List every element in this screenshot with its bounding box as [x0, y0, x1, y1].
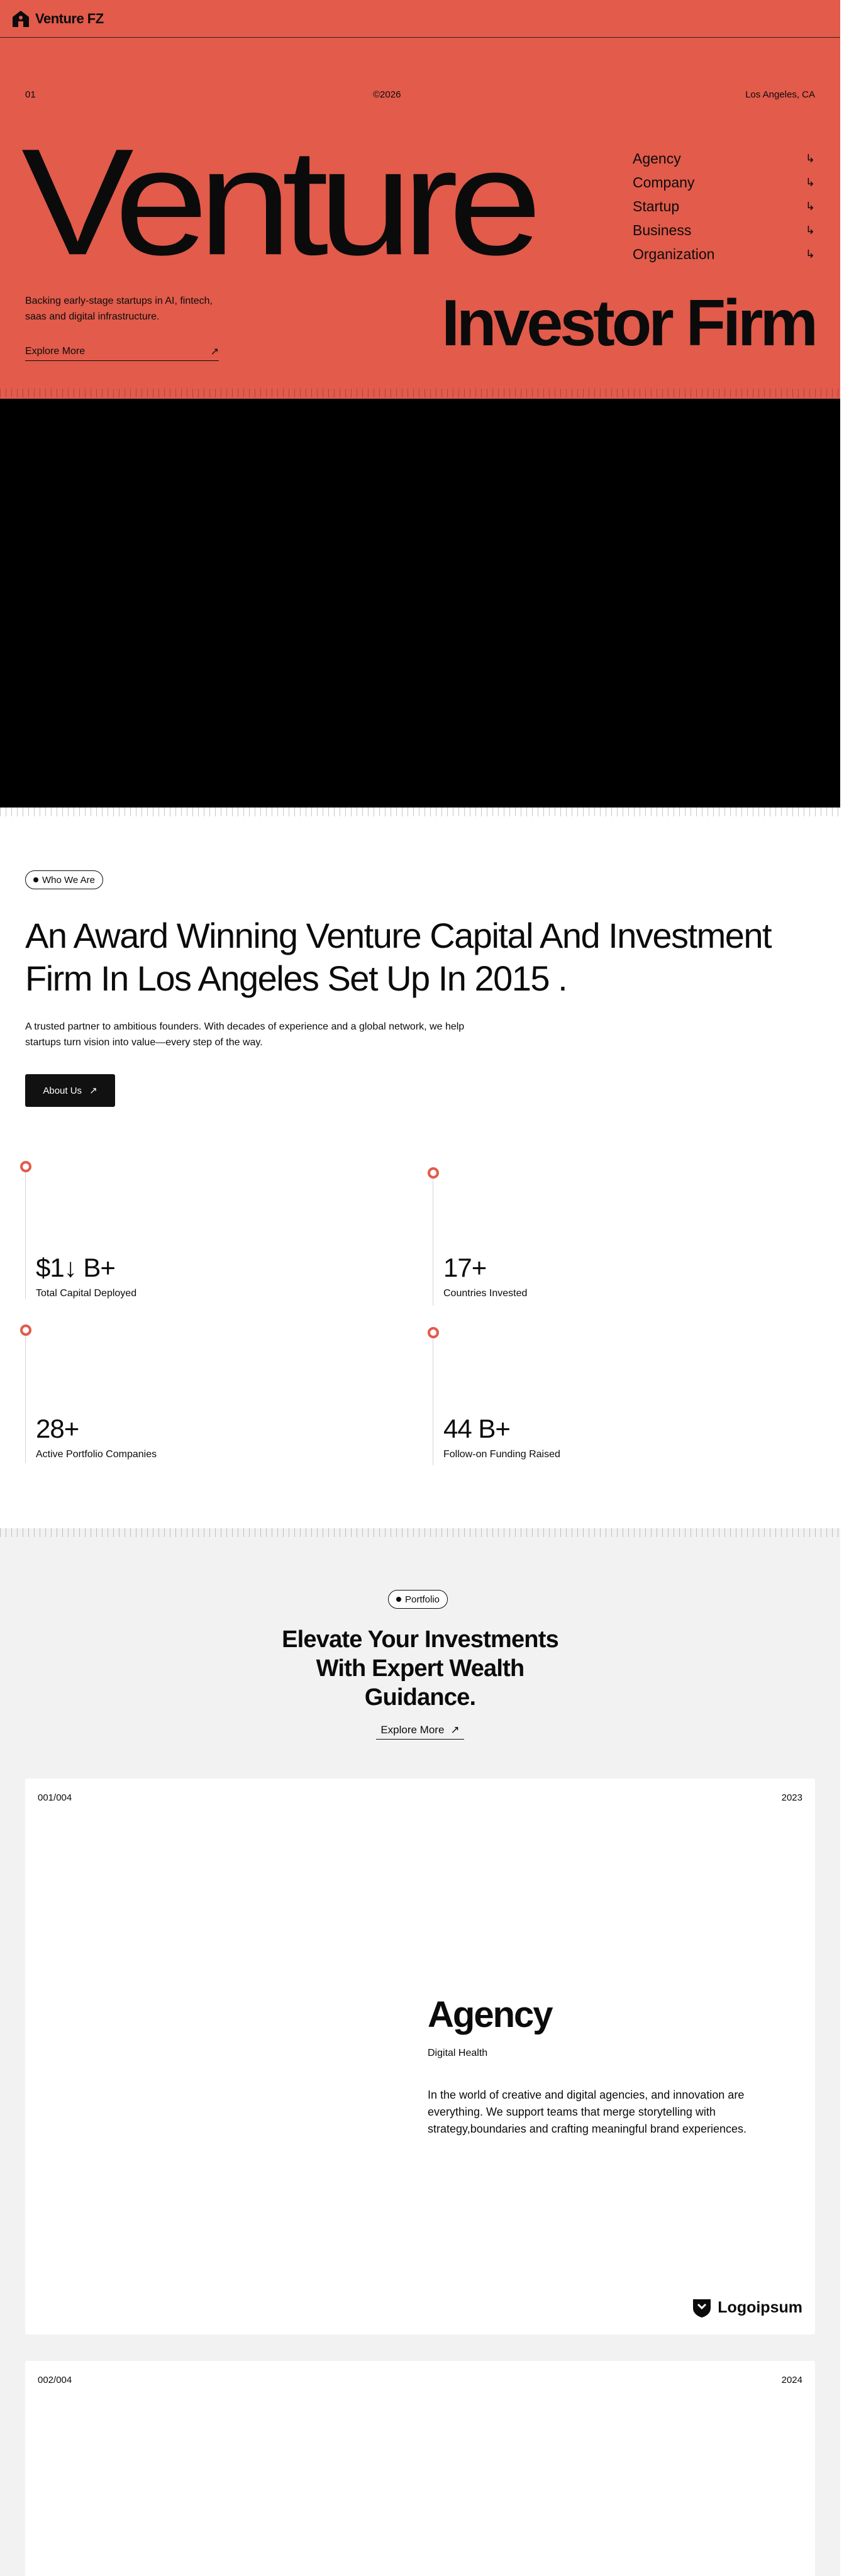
hero-subtitle: Investor Firm: [441, 287, 815, 360]
corner-arrow-icon: ↳: [805, 152, 815, 165]
stat-active-portfolio: [25, 1324, 377, 1463]
menu-item-organization[interactable]: [633, 242, 815, 266]
portfolio-section: [0, 1528, 840, 2576]
hero-year: ©2026: [373, 89, 401, 100]
portfolio-tick-ruler: [0, 1528, 840, 1537]
card-title: Agency: [428, 1994, 552, 2035]
arrow-up-right-icon: ↗: [210, 346, 219, 357]
shield-logo-icon: [691, 2297, 713, 2318]
stat-value: 17+: [443, 1253, 487, 1282]
stat-follow-on-funding: [433, 1327, 785, 1465]
explore-more-label: Explore More: [25, 345, 86, 357]
corner-arrow-icon: ↳: [805, 175, 815, 189]
client-logo-text: Logoipsum: [718, 2298, 802, 2316]
video-tick-ruler: [0, 808, 840, 816]
hero-index: 01: [25, 89, 36, 100]
corner-arrow-icon: ↳: [805, 247, 815, 260]
menu-item-label: Startup: [633, 197, 680, 214]
portfolio-explore-more-link[interactable]: [376, 1721, 464, 1740]
menu-item-label: Company: [633, 174, 695, 191]
stat-value: 44 B+: [443, 1414, 510, 1443]
portfolio-tag: [388, 1590, 448, 1609]
menu-item-business[interactable]: [633, 218, 815, 242]
card-year: 2023: [781, 1792, 802, 1803]
house-logo-icon: [11, 9, 30, 28]
menu-item-label: Organization: [633, 245, 715, 262]
menu-item-label: Agency: [633, 150, 681, 167]
tag-label: Portfolio: [405, 1594, 440, 1605]
client-logo: [691, 2297, 802, 2318]
corner-arrow-icon: ↳: [805, 199, 815, 213]
stat-label: Active Portfolio Companies: [36, 1449, 157, 1460]
brand-logo[interactable]: [11, 9, 104, 28]
who-we-are-tag: [25, 870, 103, 889]
stat-capital-deployed: [25, 1161, 377, 1299]
hero-section: [0, 0, 840, 399]
card-description: In the world of creative and digital agencies, and innovation are everything. We support teams that merge storytelling with strategy,boundaries and crafting meaningful brand experiences.: [428, 2089, 746, 2135]
card-number: 002/004: [38, 2375, 72, 2385]
portfolio-heading: [0, 1625, 840, 1712]
bullet-dot-icon: [33, 877, 38, 882]
arrow-up-right-icon: ↗: [450, 1723, 460, 1736]
hero-title: Venture: [21, 116, 532, 287]
stat-marker-icon: [428, 1167, 439, 1179]
card-number: 001/004: [38, 1792, 72, 1803]
portfolio-card[interactable]: [25, 2361, 815, 2576]
stat-marker-icon: [428, 1327, 439, 1338]
portfolio-card[interactable]: [25, 1779, 815, 2334]
corner-arrow-icon: ↳: [805, 223, 815, 236]
stat-marker-icon: [20, 1161, 31, 1172]
card-year: 2024: [781, 2375, 802, 2385]
about-text: A trusted partner to ambitious founders. With decades of experience and a global network, we help startups turn vision into value—every step of the way.: [25, 1021, 465, 1048]
about-heading: An Award Winning Venture Capital And Investment Firm In Los Angeles Set Up In 2015 .: [25, 916, 772, 998]
hero-tick-ruler: [0, 389, 840, 397]
stat-marker-icon: [20, 1324, 31, 1336]
bullet-dot-icon: [396, 1597, 401, 1602]
brand-name: Venture FZ: [35, 10, 104, 26]
card-subtitle: Digital Health: [428, 2048, 488, 2058]
menu-item-agency[interactable]: [633, 147, 815, 170]
stat-value: 28+: [36, 1414, 79, 1443]
portfolio-heading-text: Elevate Your Investments With Expert Wealth Guidance.: [282, 1626, 558, 1711]
menu-item-startup[interactable]: [633, 194, 815, 218]
about-us-label: About Us: [43, 1085, 82, 1096]
trend-arrow-icon: ↗: [89, 1085, 97, 1096]
menu-item-company[interactable]: [633, 170, 815, 194]
about-us-button[interactable]: [25, 1074, 115, 1107]
tag-label: Who We Are: [42, 874, 95, 886]
top-navigation-bar: [0, 0, 840, 38]
hero-meta-row: [25, 89, 815, 102]
menu-item-label: Business: [633, 221, 692, 238]
hero-category-menu: [633, 147, 815, 266]
stat-countries-invested: [433, 1167, 785, 1306]
stat-label: Follow-on Funding Raised: [443, 1449, 560, 1460]
explore-more-label: Explore More: [380, 1723, 445, 1736]
hero-explore-more-link[interactable]: [25, 342, 219, 361]
stat-label: Total Capital Deployed: [36, 1288, 137, 1299]
hero-location: Los Angeles, CA: [745, 89, 815, 100]
hero-description: Backing early-stage startups in AI, fintech, saas and digital infrastructure.: [25, 296, 213, 322]
stat-value: $1↓ B+: [36, 1253, 115, 1282]
hero-video-placeholder: [0, 399, 840, 808]
stat-label: Countries Invested: [443, 1288, 528, 1299]
